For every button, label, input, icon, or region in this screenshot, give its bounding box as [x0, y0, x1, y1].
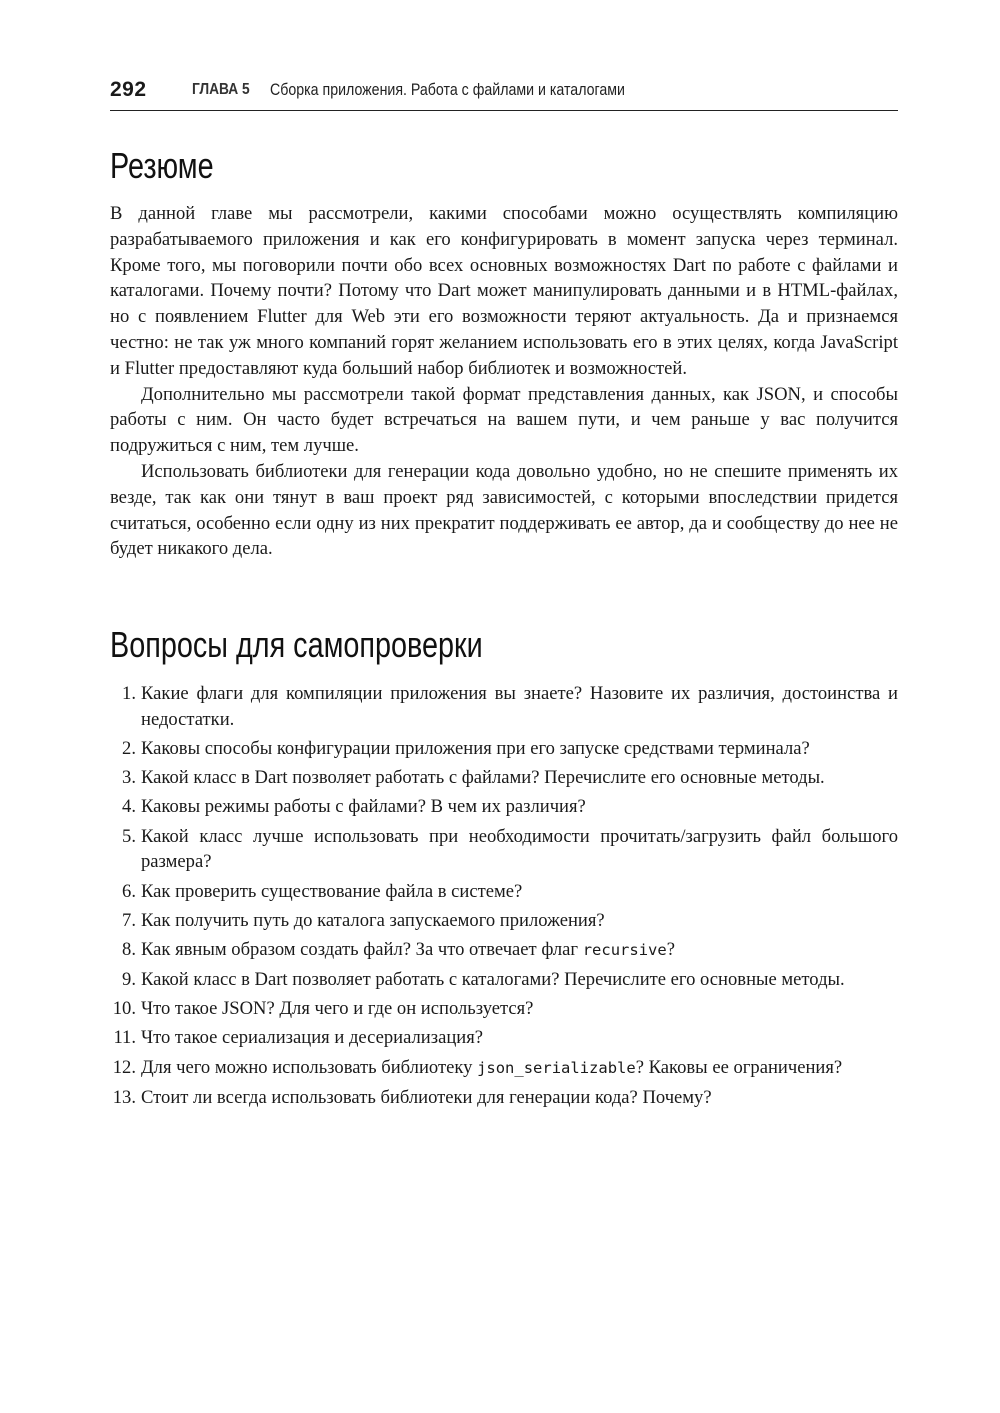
question-number: 9.	[122, 969, 136, 991]
question-item	[110, 765, 898, 791]
question-text: Как получить путь до каталога запускаемого приложения?	[141, 909, 605, 931]
question-number: 1.	[122, 683, 136, 704]
question-item	[110, 967, 898, 993]
question-number: 10.	[112, 998, 136, 1020]
question-item	[110, 908, 898, 934]
summary-section	[110, 201, 898, 562]
chapter-title: Сборка приложения. Работа с файлами и каталогами	[270, 81, 625, 99]
question-number: 6.	[122, 880, 136, 902]
question-number: 11.	[113, 1027, 136, 1049]
question-text: Какой класс в Dart позволяет работать с файлами? Перечислите его основные методы.	[141, 767, 825, 789]
question-text: Какие флаги для компиляции приложения вы знаете? Назовите их различия, достоинства и недостатки.	[141, 683, 898, 730]
question-item	[110, 681, 898, 733]
question-text-after: ? Каковы ее ограничения?	[635, 1056, 843, 1078]
code-recursive: recursive	[582, 940, 667, 959]
question-text: Что такое JSON? Для чего и где он используется?	[141, 998, 534, 1020]
chapter-label: ГЛАВА 5	[192, 81, 250, 98]
question-item	[110, 794, 898, 820]
code-json-serializable: json_serializable	[477, 1058, 636, 1077]
page-number: 292	[110, 78, 147, 101]
summary-heading: Резюме	[110, 145, 214, 186]
questions-list	[110, 681, 898, 1114]
question-item	[110, 736, 898, 762]
questions-heading: Вопросы для самопроверки	[110, 624, 483, 665]
question-text: Что такое сериализация и десериализация?	[141, 1027, 484, 1049]
question-number: 8.	[122, 938, 136, 960]
summary-paragraph: Использовать библиотеки для генерации кода довольно удобно, но не спешите применять их везде, так как они тянут в ваш проект ряд зависимостей, с которыми впоследствии придется считаться, особенно если одну из них прекратит поддерживать ее автор, да и сообществу до нее не будет никакого дела.	[110, 460, 898, 560]
summary-paragraph: В данной главе мы рассмотрели, какими способами можно осуществлять компиляцию разрабатываемого приложения и как его конфигурировать в момент запуска через терминал. Кроме того, мы поговорили почти обо всех основных возможностях Dart по работе с файлами и каталогами. Почему почти? Потому что Dart может манипулировать данными и в HTML-файлах, но с появлением Flutter для Web эти его возможности теряют актуальность. Да и признаемся честно: не так уж много компаний горят желанием использовать его в этих целях, когда JavaScript и Flutter предоставляют куда больший набор библиотек и возможностей.	[110, 203, 898, 379]
question-item	[110, 937, 898, 964]
question-number: 7.	[122, 909, 136, 931]
question-item	[110, 996, 898, 1022]
summary-paragraph: Дополнительно мы рассмотрели такой формат представления данных, как JSON, и способы работы с ним. Он часто будет встречаться на вашем пути, и чем раньше у вас получится подружиться с ним, тем лучше.	[110, 383, 898, 457]
question-item	[110, 1025, 898, 1051]
question-number: 4.	[122, 796, 136, 818]
running-header	[110, 76, 898, 111]
question-number: 13.	[112, 1086, 136, 1108]
question-number: 12.	[112, 1056, 136, 1078]
question-item	[110, 1085, 898, 1111]
question-text-after: ?	[666, 938, 675, 960]
question-number: 2.	[122, 737, 136, 759]
question-item	[110, 879, 898, 905]
question-text: Каковы режимы работы с файлами? В чем их различия?	[141, 796, 586, 818]
question-number: 3.	[122, 767, 136, 789]
question-text-before: Как явным образом создать файл? За что отвечает флаг	[141, 938, 583, 960]
question-text-before: Для чего можно использовать библиотеку	[141, 1056, 478, 1078]
question-text: Каковы способы конфигурации приложения при его запуске средствами терминала?	[141, 737, 810, 759]
question-item	[110, 1055, 898, 1082]
question-text: Как проверить существование файла в системе?	[141, 880, 523, 902]
question-text: Стоит ли всегда использовать библиотеки для генерации кода? Почему?	[141, 1086, 712, 1108]
question-number: 5.	[122, 825, 136, 847]
question-item	[110, 824, 898, 876]
question-text: Какой класс в Dart позволяет работать с каталогами? Перечислите его основные методы.	[141, 969, 845, 991]
question-text: Какой класс лучше использовать при необходимости прочитать/загрузить файл большого размера?	[141, 825, 898, 873]
